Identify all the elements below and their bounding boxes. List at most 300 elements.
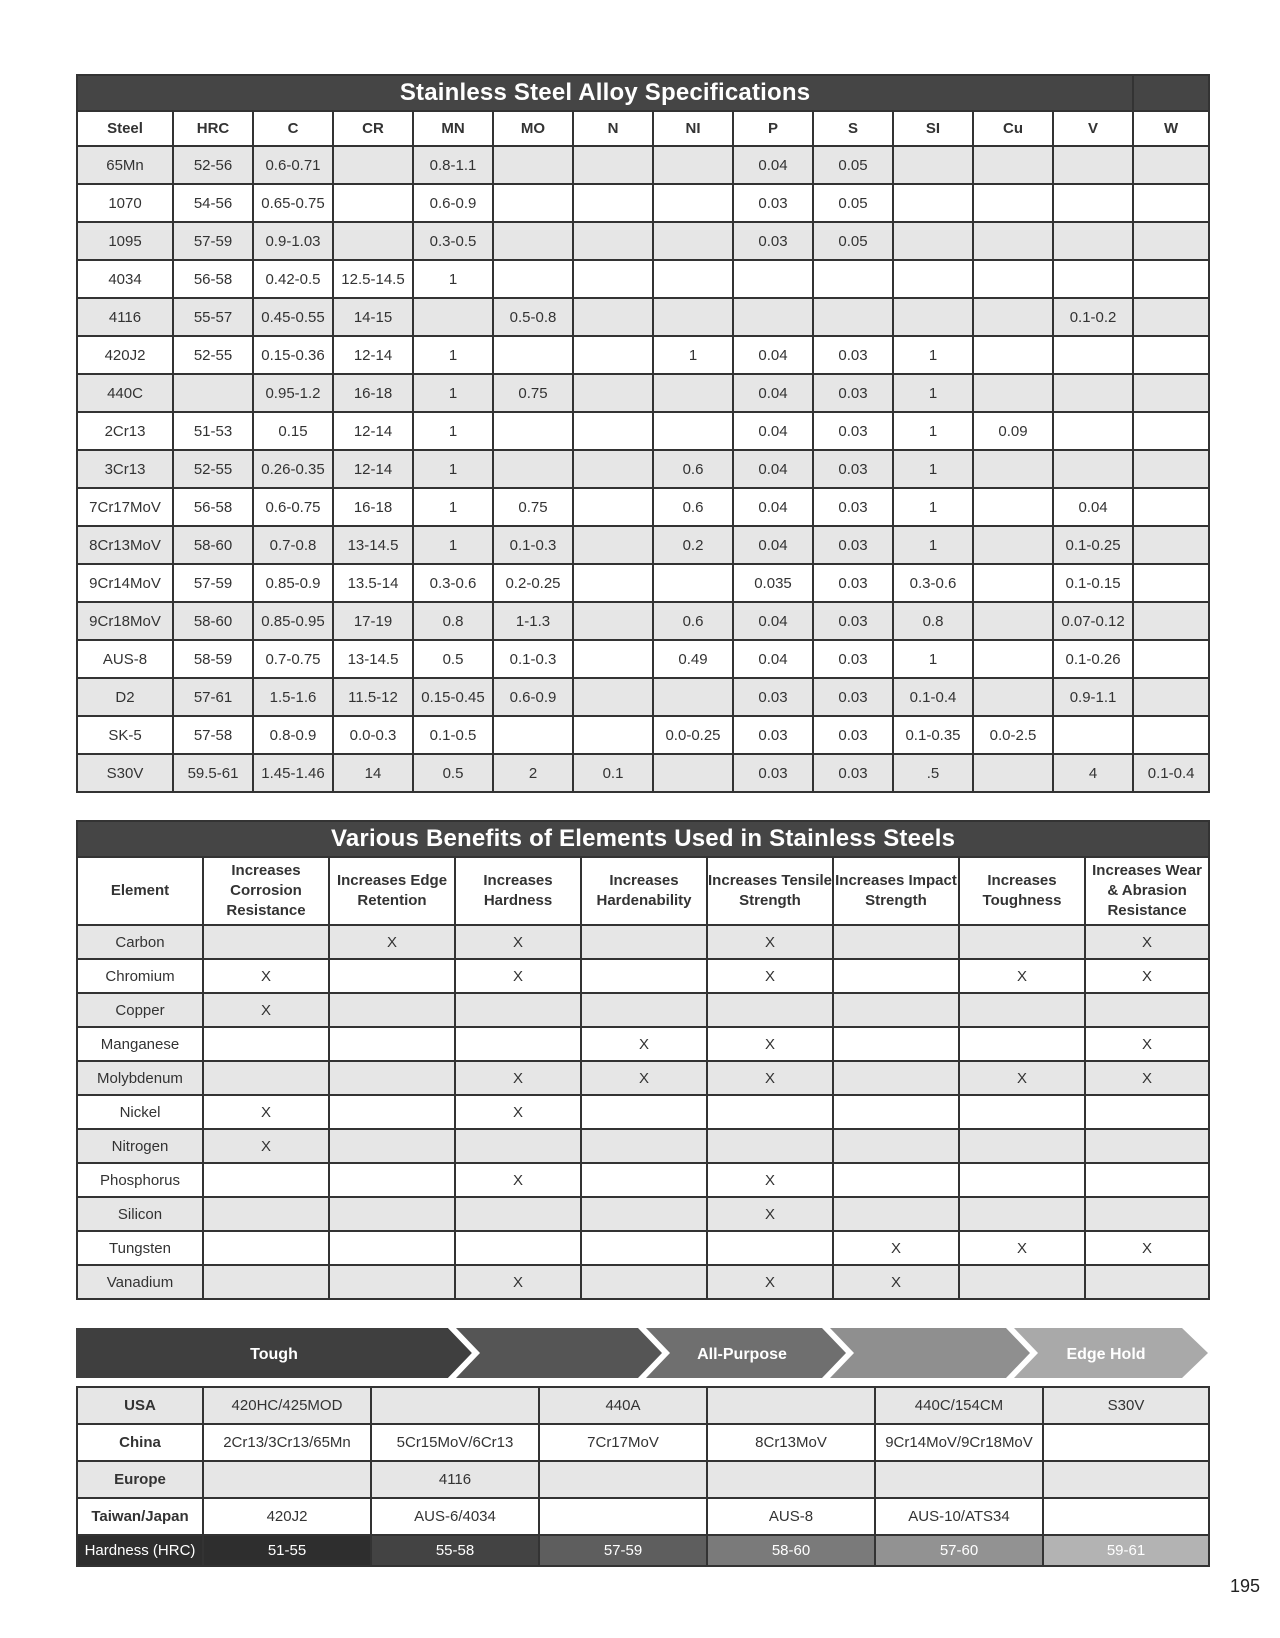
table-row <box>77 564 1209 602</box>
table-cell: X <box>959 1231 1085 1265</box>
alloy-spec-title: Stainless Steel Alloy Specifications <box>77 75 1133 111</box>
table-row <box>77 1129 1209 1163</box>
table-cell <box>333 184 413 222</box>
table-cell <box>573 602 653 640</box>
table-cell: X <box>959 1061 1085 1095</box>
table-cell: 0.03 <box>733 184 813 222</box>
table-cell <box>973 450 1053 488</box>
table-cell: 0.3-0.6 <box>893 564 973 602</box>
table-cell: 0.05 <box>813 184 893 222</box>
table-cell <box>203 1265 329 1299</box>
table-cell: 52-56 <box>173 146 253 184</box>
table-cell <box>203 1163 329 1197</box>
table-cell: 0.03 <box>813 678 893 716</box>
table-cell: 0.5 <box>413 640 493 678</box>
toughness-scale-band <box>76 1328 1208 1378</box>
scale-label-edge-hold: Edge Hold <box>1066 1346 1146 1363</box>
table-row <box>77 222 1209 260</box>
table-cell <box>1043 1498 1209 1535</box>
benefits-section <box>76 820 1208 1300</box>
benefits-title: Various Benefits of Elements Used in Stainless Steels <box>77 821 1209 857</box>
steel-name-cell: S30V <box>77 754 173 792</box>
column-header: MO <box>493 111 573 146</box>
table-cell <box>455 1197 581 1231</box>
table-cell <box>333 222 413 260</box>
table-cell <box>203 1061 329 1095</box>
table-cell <box>1133 298 1209 336</box>
table-cell: 440C/154CM <box>875 1387 1043 1424</box>
table-cell <box>581 1129 707 1163</box>
table-cell: 1 <box>653 336 733 374</box>
table-cell <box>875 1461 1043 1498</box>
table-cell: 8Cr13MoV <box>707 1424 875 1461</box>
steel-name-cell: 2Cr13 <box>77 412 173 450</box>
column-header: W <box>1133 111 1209 146</box>
table-cell: 0.04 <box>733 488 813 526</box>
element-name-cell: Vanadium <box>77 1265 203 1299</box>
element-name-cell: Chromium <box>77 959 203 993</box>
column-header: Increases Hardenability <box>581 857 707 925</box>
table-cell: 0.07-0.12 <box>1053 602 1133 640</box>
table-cell: X <box>455 1061 581 1095</box>
table-cell <box>329 1163 455 1197</box>
table-cell: 51-53 <box>173 412 253 450</box>
table-cell <box>653 260 733 298</box>
table-row <box>77 260 1209 298</box>
steel-name-cell: 4116 <box>77 298 173 336</box>
table-cell <box>707 1231 833 1265</box>
table-cell: 0.5 <box>413 754 493 792</box>
table-cell: 16-18 <box>333 374 413 412</box>
table-cell <box>959 1197 1085 1231</box>
table-cell <box>707 1129 833 1163</box>
table-cell <box>1133 260 1209 298</box>
table-cell: 0.04 <box>733 336 813 374</box>
table-row <box>77 640 1209 678</box>
table-cell: 1 <box>893 374 973 412</box>
table-cell: 420J2 <box>203 1498 371 1535</box>
table-cell: 0.1-0.26 <box>1053 640 1133 678</box>
table-cell <box>1133 374 1209 412</box>
table-cell: 12-14 <box>333 450 413 488</box>
table-cell: 0.04 <box>733 146 813 184</box>
table-cell <box>813 298 893 336</box>
table-cell <box>581 1265 707 1299</box>
table-row <box>77 925 1209 959</box>
table-cell <box>329 1197 455 1231</box>
steel-name-cell: 9Cr18MoV <box>77 602 173 640</box>
table-row <box>77 993 1209 1027</box>
table-cell <box>455 993 581 1027</box>
table-cell: 0.0-0.25 <box>653 716 733 754</box>
table-cell: 58-60 <box>173 602 253 640</box>
steel-name-cell: 9Cr14MoV <box>77 564 173 602</box>
table-row <box>77 1424 1209 1461</box>
table-cell <box>653 754 733 792</box>
table-cell: X <box>1085 1061 1209 1095</box>
table-cell <box>1133 640 1209 678</box>
table-cell <box>973 678 1053 716</box>
table-cell <box>493 450 573 488</box>
table-cell: 56-58 <box>173 260 253 298</box>
table-cell: 0.65-0.75 <box>253 184 333 222</box>
table-cell: 9Cr14MoV/9Cr18MoV <box>875 1424 1043 1461</box>
scale-segment <box>830 1328 1030 1378</box>
column-header: Increases Wear & Abrasion Resistance <box>1085 857 1209 925</box>
table-row <box>77 412 1209 450</box>
table-row <box>77 1163 1209 1197</box>
table-cell: 57-59 <box>173 222 253 260</box>
table-cell: 0.9-1.1 <box>1053 678 1133 716</box>
table-cell <box>973 374 1053 412</box>
column-header: Increases Tensile Strength <box>707 857 833 925</box>
table-cell: 0.15-0.45 <box>413 678 493 716</box>
table-cell <box>1133 146 1209 184</box>
table-cell <box>959 1095 1085 1129</box>
steel-name-cell: 3Cr13 <box>77 450 173 488</box>
table-cell: 0.05 <box>813 222 893 260</box>
table-cell <box>893 184 973 222</box>
table-cell: X <box>1085 959 1209 993</box>
table-cell: X <box>203 1095 329 1129</box>
table-cell <box>653 564 733 602</box>
region-label: Taiwan/Japan <box>77 1498 203 1535</box>
table-cell <box>833 959 959 993</box>
table-cell <box>329 1129 455 1163</box>
table-cell: 13-14.5 <box>333 640 413 678</box>
steel-name-cell: 1095 <box>77 222 173 260</box>
table-cell <box>1133 526 1209 564</box>
table-cell <box>1133 184 1209 222</box>
table-cell <box>1133 336 1209 374</box>
table-cell <box>539 1498 707 1535</box>
table-cell: 0.95-1.2 <box>253 374 333 412</box>
table-cell <box>539 1461 707 1498</box>
table-cell: 1 <box>893 488 973 526</box>
table-cell <box>203 1461 371 1498</box>
table-cell <box>455 1129 581 1163</box>
table-cell: 0.04 <box>733 526 813 564</box>
table-cell <box>1085 993 1209 1027</box>
table-cell: 0.04 <box>733 450 813 488</box>
table-cell: 14-15 <box>333 298 413 336</box>
table-cell <box>707 1095 833 1129</box>
table-cell <box>173 374 253 412</box>
table-cell <box>329 993 455 1027</box>
hardness-cell: 57-59 <box>539 1535 707 1566</box>
table-cell <box>573 184 653 222</box>
table-cell <box>1053 412 1133 450</box>
table-cell <box>573 298 653 336</box>
table-cell: 7Cr17MoV <box>539 1424 707 1461</box>
table-cell: 0.26-0.35 <box>253 450 333 488</box>
table-cell: 0.0-0.3 <box>333 716 413 754</box>
steel-name-cell: 65Mn <box>77 146 173 184</box>
alloy-spec-section <box>76 74 1208 793</box>
table-cell <box>1053 184 1133 222</box>
table-cell: X <box>1085 1027 1209 1061</box>
table-cell: X <box>1085 1231 1209 1265</box>
table-cell <box>1133 564 1209 602</box>
table-cell <box>1053 222 1133 260</box>
table-cell: 0.15 <box>253 412 333 450</box>
table-cell: 0.04 <box>733 412 813 450</box>
hardness-cell: 55-58 <box>371 1535 539 1566</box>
table-cell: 0.03 <box>733 754 813 792</box>
table-cell <box>455 1027 581 1061</box>
table-cell: 0.1-0.4 <box>893 678 973 716</box>
table-cell: 59.5-61 <box>173 754 253 792</box>
table-cell: 14 <box>333 754 413 792</box>
alloy-spec-body <box>77 146 1209 792</box>
hardness-cell: 58-60 <box>707 1535 875 1566</box>
table-cell <box>653 222 733 260</box>
steel-name-cell: 1070 <box>77 184 173 222</box>
table-cell <box>1085 1265 1209 1299</box>
steel-name-cell: AUS-8 <box>77 640 173 678</box>
table-cell: 0.03 <box>813 412 893 450</box>
table-cell <box>973 184 1053 222</box>
table-cell <box>573 336 653 374</box>
table-cell: 57-61 <box>173 678 253 716</box>
table-cell <box>203 925 329 959</box>
table-cell: 16-18 <box>333 488 413 526</box>
table-row <box>77 450 1209 488</box>
table-cell <box>973 222 1053 260</box>
table-cell: 0.1-0.5 <box>413 716 493 754</box>
table-cell <box>973 754 1053 792</box>
table-row <box>77 488 1209 526</box>
element-name-cell: Silicon <box>77 1197 203 1231</box>
table-row <box>77 526 1209 564</box>
steel-name-cell: 420J2 <box>77 336 173 374</box>
table-cell <box>813 260 893 298</box>
element-name-cell: Nickel <box>77 1095 203 1129</box>
table-cell: X <box>203 993 329 1027</box>
table-cell <box>653 374 733 412</box>
table-cell: 1 <box>413 526 493 564</box>
table-cell <box>1085 1163 1209 1197</box>
table-cell: 0.3-0.5 <box>413 222 493 260</box>
table-cell <box>833 925 959 959</box>
table-row <box>77 298 1209 336</box>
table-cell <box>1053 716 1133 754</box>
table-cell <box>833 1027 959 1061</box>
table-cell: X <box>833 1265 959 1299</box>
steel-equivalents-table <box>76 1386 1210 1567</box>
table-row <box>77 1498 1209 1535</box>
steel-name-cell: 7Cr17MoV <box>77 488 173 526</box>
table-cell <box>581 959 707 993</box>
column-header: Steel <box>77 111 173 146</box>
table-cell: X <box>1085 925 1209 959</box>
table-cell <box>573 640 653 678</box>
table-cell: X <box>329 925 455 959</box>
table-cell: 54-56 <box>173 184 253 222</box>
column-header: Increases Edge Retention <box>329 857 455 925</box>
table-cell: 0.03 <box>813 336 893 374</box>
table-row <box>77 1027 1209 1061</box>
element-name-cell: Copper <box>77 993 203 1027</box>
table-cell: 1 <box>413 412 493 450</box>
table-cell: 0.2-0.25 <box>493 564 573 602</box>
table-cell: 0.45-0.55 <box>253 298 333 336</box>
table-cell <box>329 1061 455 1095</box>
table-cell <box>959 1027 1085 1061</box>
table-cell <box>1053 336 1133 374</box>
table-cell: 4 <box>1053 754 1133 792</box>
table-cell <box>833 1163 959 1197</box>
table-cell <box>581 1163 707 1197</box>
table-cell: 0.1-0.25 <box>1053 526 1133 564</box>
table-cell: X <box>203 959 329 993</box>
table-cell: 0.3-0.6 <box>413 564 493 602</box>
table-cell <box>959 1129 1085 1163</box>
table-cell <box>581 993 707 1027</box>
table-cell: 5Cr15MoV/6Cr13 <box>371 1424 539 1461</box>
table-cell <box>493 184 573 222</box>
table-cell <box>833 993 959 1027</box>
table-cell: 1 <box>893 640 973 678</box>
hardness-cell: 57-60 <box>875 1535 1043 1566</box>
table-cell <box>653 146 733 184</box>
column-header: Increases Toughness <box>959 857 1085 925</box>
table-cell: 1 <box>893 412 973 450</box>
table-cell <box>959 993 1085 1027</box>
table-cell <box>973 488 1053 526</box>
table-cell: 13-14.5 <box>333 526 413 564</box>
table-cell: X <box>707 1027 833 1061</box>
table-cell: 0.42-0.5 <box>253 260 333 298</box>
table-cell <box>581 925 707 959</box>
table-cell: 1 <box>413 488 493 526</box>
table-cell: 0.15-0.36 <box>253 336 333 374</box>
steel-name-cell: SK-5 <box>77 716 173 754</box>
table-cell: 1 <box>413 336 493 374</box>
table-cell: 0.03 <box>733 716 813 754</box>
hardness-label: Hardness (HRC) <box>77 1535 203 1566</box>
table-cell <box>973 526 1053 564</box>
table-cell: 0.85-0.95 <box>253 602 333 640</box>
steel-equivalents-section <box>76 1386 1208 1567</box>
table-cell <box>973 336 1053 374</box>
table-cell: X <box>581 1061 707 1095</box>
table-cell: 0.03 <box>733 222 813 260</box>
hardness-row <box>77 1535 1209 1566</box>
column-header: N <box>573 111 653 146</box>
table-cell: 0.85-0.9 <box>253 564 333 602</box>
table-cell: 1.5-1.6 <box>253 678 333 716</box>
table-cell <box>371 1387 539 1424</box>
region-label: Europe <box>77 1461 203 1498</box>
table-cell <box>493 336 573 374</box>
table-cell <box>1133 488 1209 526</box>
table-cell <box>493 260 573 298</box>
table-cell <box>573 564 653 602</box>
element-name-cell: Phosphorus <box>77 1163 203 1197</box>
table-cell: 0.9-1.03 <box>253 222 333 260</box>
table-row <box>77 1387 1209 1424</box>
table-cell <box>833 1095 959 1129</box>
hardness-cell: 59-61 <box>1043 1535 1209 1566</box>
table-cell: 4116 <box>371 1461 539 1498</box>
element-name-cell: Tungsten <box>77 1231 203 1265</box>
column-header: Element <box>77 857 203 925</box>
table-cell <box>1053 146 1133 184</box>
table-cell <box>329 1265 455 1299</box>
table-cell <box>959 925 1085 959</box>
table-cell: 56-58 <box>173 488 253 526</box>
table-row <box>77 716 1209 754</box>
table-cell <box>833 1129 959 1163</box>
table-cell <box>1043 1424 1209 1461</box>
table-cell: 0.1 <box>573 754 653 792</box>
table-row <box>77 184 1209 222</box>
benefits-body <box>77 925 1209 1299</box>
table-cell <box>893 146 973 184</box>
table-cell: 0.03 <box>813 602 893 640</box>
table-cell: X <box>455 1163 581 1197</box>
table-row <box>77 959 1209 993</box>
table-cell: X <box>707 1163 833 1197</box>
column-header: Cu <box>973 111 1053 146</box>
alloy-spec-header-row <box>77 111 1209 146</box>
element-name-cell: Manganese <box>77 1027 203 1061</box>
table-cell: 57-58 <box>173 716 253 754</box>
table-cell <box>1133 602 1209 640</box>
table-cell <box>893 298 973 336</box>
table-cell <box>493 222 573 260</box>
table-cell <box>493 412 573 450</box>
table-cell <box>329 959 455 993</box>
table-cell <box>833 1197 959 1231</box>
table-cell <box>573 412 653 450</box>
table-cell: 0.8 <box>893 602 973 640</box>
table-cell <box>973 260 1053 298</box>
table-cell <box>1053 374 1133 412</box>
table-cell <box>733 298 813 336</box>
table-cell: 420HC/425MOD <box>203 1387 371 1424</box>
table-cell: 0.7-0.75 <box>253 640 333 678</box>
table-row <box>77 1061 1209 1095</box>
table-cell: 0.04 <box>733 602 813 640</box>
table-cell: X <box>581 1027 707 1061</box>
table-cell <box>581 1095 707 1129</box>
table-cell: 2Cr13/3Cr13/65Mn <box>203 1424 371 1461</box>
table-cell <box>333 146 413 184</box>
steel-name-cell: 8Cr13MoV <box>77 526 173 564</box>
page-number: 195 <box>1229 1576 1260 1596</box>
table-row <box>77 754 1209 792</box>
table-cell <box>1085 1095 1209 1129</box>
table-cell: 0.03 <box>813 488 893 526</box>
column-header: HRC <box>173 111 253 146</box>
table-cell: 1-1.3 <box>493 602 573 640</box>
region-label: USA <box>77 1387 203 1424</box>
table-cell: 1 <box>893 450 973 488</box>
table-cell: 17-19 <box>333 602 413 640</box>
element-benefits-table <box>76 820 1210 1300</box>
table-row <box>77 678 1209 716</box>
table-cell: X <box>455 925 581 959</box>
scale-label-tough: Tough <box>250 1346 298 1363</box>
table-cell: 0.7-0.8 <box>253 526 333 564</box>
scale-label-all-purpose: All-Purpose <box>697 1346 787 1363</box>
table-cell <box>203 1197 329 1231</box>
table-row <box>77 374 1209 412</box>
column-header: NI <box>653 111 733 146</box>
table-cell: 55-57 <box>173 298 253 336</box>
